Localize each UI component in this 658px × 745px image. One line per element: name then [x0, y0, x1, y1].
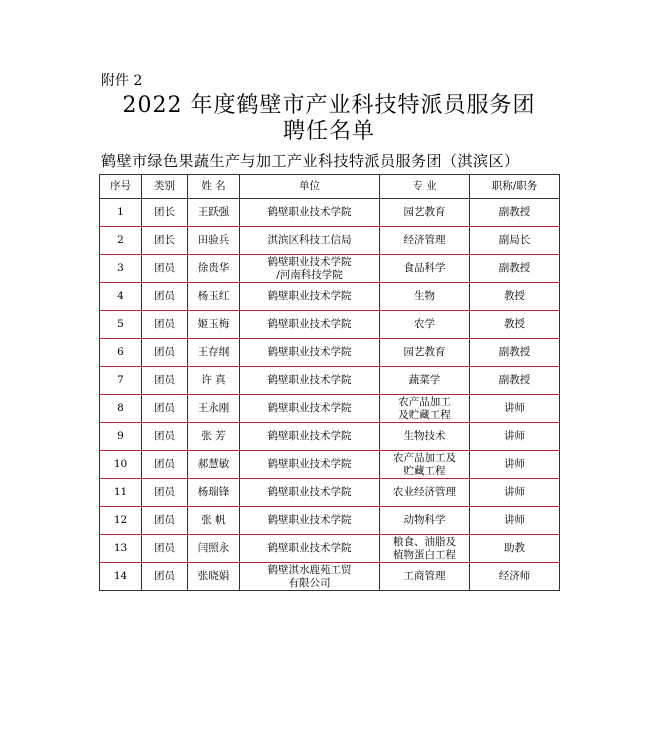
cell-title: 副教授: [470, 367, 560, 395]
table-row: [100, 367, 560, 395]
cell-unit: 鹤壁职业技术学院: [240, 199, 380, 227]
cell-major: 动物科学: [380, 507, 470, 535]
cell-title: 副教授: [470, 255, 560, 283]
cell-title: 助教: [470, 535, 560, 563]
cell-title: 副教授: [470, 199, 560, 227]
cell-title: 讲师: [470, 451, 560, 479]
cell-unit: 鹤壁职业技术学院 /河南科技学院: [240, 255, 380, 283]
cell-category: 团员: [142, 339, 188, 367]
cell-name: 郝慧敏: [188, 451, 240, 479]
table-row: [100, 451, 560, 479]
cell-unit: 鹤壁职业技术学院: [240, 423, 380, 451]
table-row: [100, 507, 560, 535]
cell-unit: 鹤壁职业技术学院: [240, 535, 380, 563]
cell-category: 团员: [142, 507, 188, 535]
cell-category: 团员: [142, 367, 188, 395]
cell-name: 王存纲: [188, 339, 240, 367]
table-row: [100, 423, 560, 451]
cell-name: 张 芳: [188, 423, 240, 451]
cell-category: 团员: [142, 479, 188, 507]
table-row: [100, 479, 560, 507]
member-table: [99, 174, 560, 591]
cell-category: 团员: [142, 535, 188, 563]
cell-major: 农产品加工 及贮藏工程: [380, 395, 470, 423]
cell-category: 团员: [142, 395, 188, 423]
header-unit: 单位: [240, 175, 380, 199]
cell-major: 生物技术: [380, 423, 470, 451]
cell-index: 11: [100, 479, 142, 507]
cell-index: 8: [100, 395, 142, 423]
cell-index: 14: [100, 563, 142, 591]
cell-category: 团员: [142, 563, 188, 591]
cell-title: 副局长: [470, 227, 560, 255]
cell-unit: 鹤壁职业技术学院: [240, 283, 380, 311]
table-row: [100, 255, 560, 283]
cell-index: 4: [100, 283, 142, 311]
table-row: [100, 563, 560, 591]
cell-unit: 鹤壁职业技术学院: [240, 451, 380, 479]
header-major: 专 业: [380, 175, 470, 199]
cell-major: 园艺教育: [380, 199, 470, 227]
cell-title: 讲师: [470, 423, 560, 451]
cell-unit: 鹤壁职业技术学院: [240, 311, 380, 339]
cell-name: 徐贵华: [188, 255, 240, 283]
cell-name: 杨瑞锋: [188, 479, 240, 507]
cell-category: 团长: [142, 227, 188, 255]
cell-index: 10: [100, 451, 142, 479]
cell-name: 田验兵: [188, 227, 240, 255]
cell-title: 教授: [470, 283, 560, 311]
cell-index: 2: [100, 227, 142, 255]
document-title-line2: 聘任名单: [282, 119, 375, 144]
cell-name: 杨玉红: [188, 283, 240, 311]
table-row: [100, 311, 560, 339]
cell-unit: 鹤壁淇水鹿苑工贸 有限公司: [240, 563, 380, 591]
cell-unit: 鹤壁职业技术学院: [240, 507, 380, 535]
cell-name: 张晓娟: [188, 563, 240, 591]
cell-category: 团员: [142, 255, 188, 283]
cell-major: 经济管理: [380, 227, 470, 255]
table-row: [100, 339, 560, 367]
cell-name: 姬玉梅: [188, 311, 240, 339]
header-title: 职称/职务: [470, 175, 560, 199]
cell-category: 团员: [142, 311, 188, 339]
cell-major: 农业经济管理: [380, 479, 470, 507]
header-category: 类别: [142, 175, 188, 199]
cell-major: 工商管理: [380, 563, 470, 591]
cell-name: 王跃强: [188, 199, 240, 227]
cell-index: 7: [100, 367, 142, 395]
table-row: [100, 535, 560, 563]
table-row: [100, 199, 560, 227]
cell-category: 团员: [142, 283, 188, 311]
table-row: [100, 283, 560, 311]
cell-index: 1: [100, 199, 142, 227]
cell-name: 闫照永: [188, 535, 240, 563]
cell-name: 张 帆: [188, 507, 240, 535]
cell-unit: 鹤壁职业技术学院: [240, 367, 380, 395]
cell-unit: 鹤壁职业技术学院: [240, 395, 380, 423]
cell-index: 5: [100, 311, 142, 339]
cell-major: 园艺教育: [380, 339, 470, 367]
document-title: 2022 年度鹤壁市产业科技特派员服务团: [122, 93, 536, 118]
cell-major: 粮食、油脂及 植物蛋白工程: [380, 535, 470, 563]
cell-major: 农学: [380, 311, 470, 339]
header-name: 姓 名: [188, 175, 240, 199]
cell-category: 团长: [142, 199, 188, 227]
cell-index: 6: [100, 339, 142, 367]
cell-unit: 鹤壁职业技术学院: [240, 339, 380, 367]
cell-category: 团员: [142, 423, 188, 451]
cell-category: 团员: [142, 451, 188, 479]
cell-index: 12: [100, 507, 142, 535]
attachment-label: 附件 2: [101, 73, 143, 89]
team-subtitle: 鹤壁市绿色果蔬生产与加工产业科技特派员服务团（淇滨区）: [101, 152, 520, 170]
cell-index: 13: [100, 535, 142, 563]
cell-unit: 鹤壁职业技术学院: [240, 479, 380, 507]
cell-unit: 淇滨区科技工信局: [240, 227, 380, 255]
cell-major: 生物: [380, 283, 470, 311]
cell-name: 王永刚: [188, 395, 240, 423]
table-row: [100, 227, 560, 255]
table-header-row: [100, 175, 560, 199]
table-row: [100, 395, 560, 423]
cell-title: 讲师: [470, 507, 560, 535]
cell-title: 教授: [470, 311, 560, 339]
cell-major: 农产品加工及 贮藏工程: [380, 451, 470, 479]
cell-major: 蔬菜学: [380, 367, 470, 395]
cell-title: 讲师: [470, 479, 560, 507]
cell-title: 讲师: [470, 395, 560, 423]
cell-index: 3: [100, 255, 142, 283]
cell-name: 许 真: [188, 367, 240, 395]
cell-major: 食品科学: [380, 255, 470, 283]
cell-title: 经济师: [470, 563, 560, 591]
cell-index: 9: [100, 423, 142, 451]
header-index: 序号: [100, 175, 142, 199]
cell-title: 副教授: [470, 339, 560, 367]
